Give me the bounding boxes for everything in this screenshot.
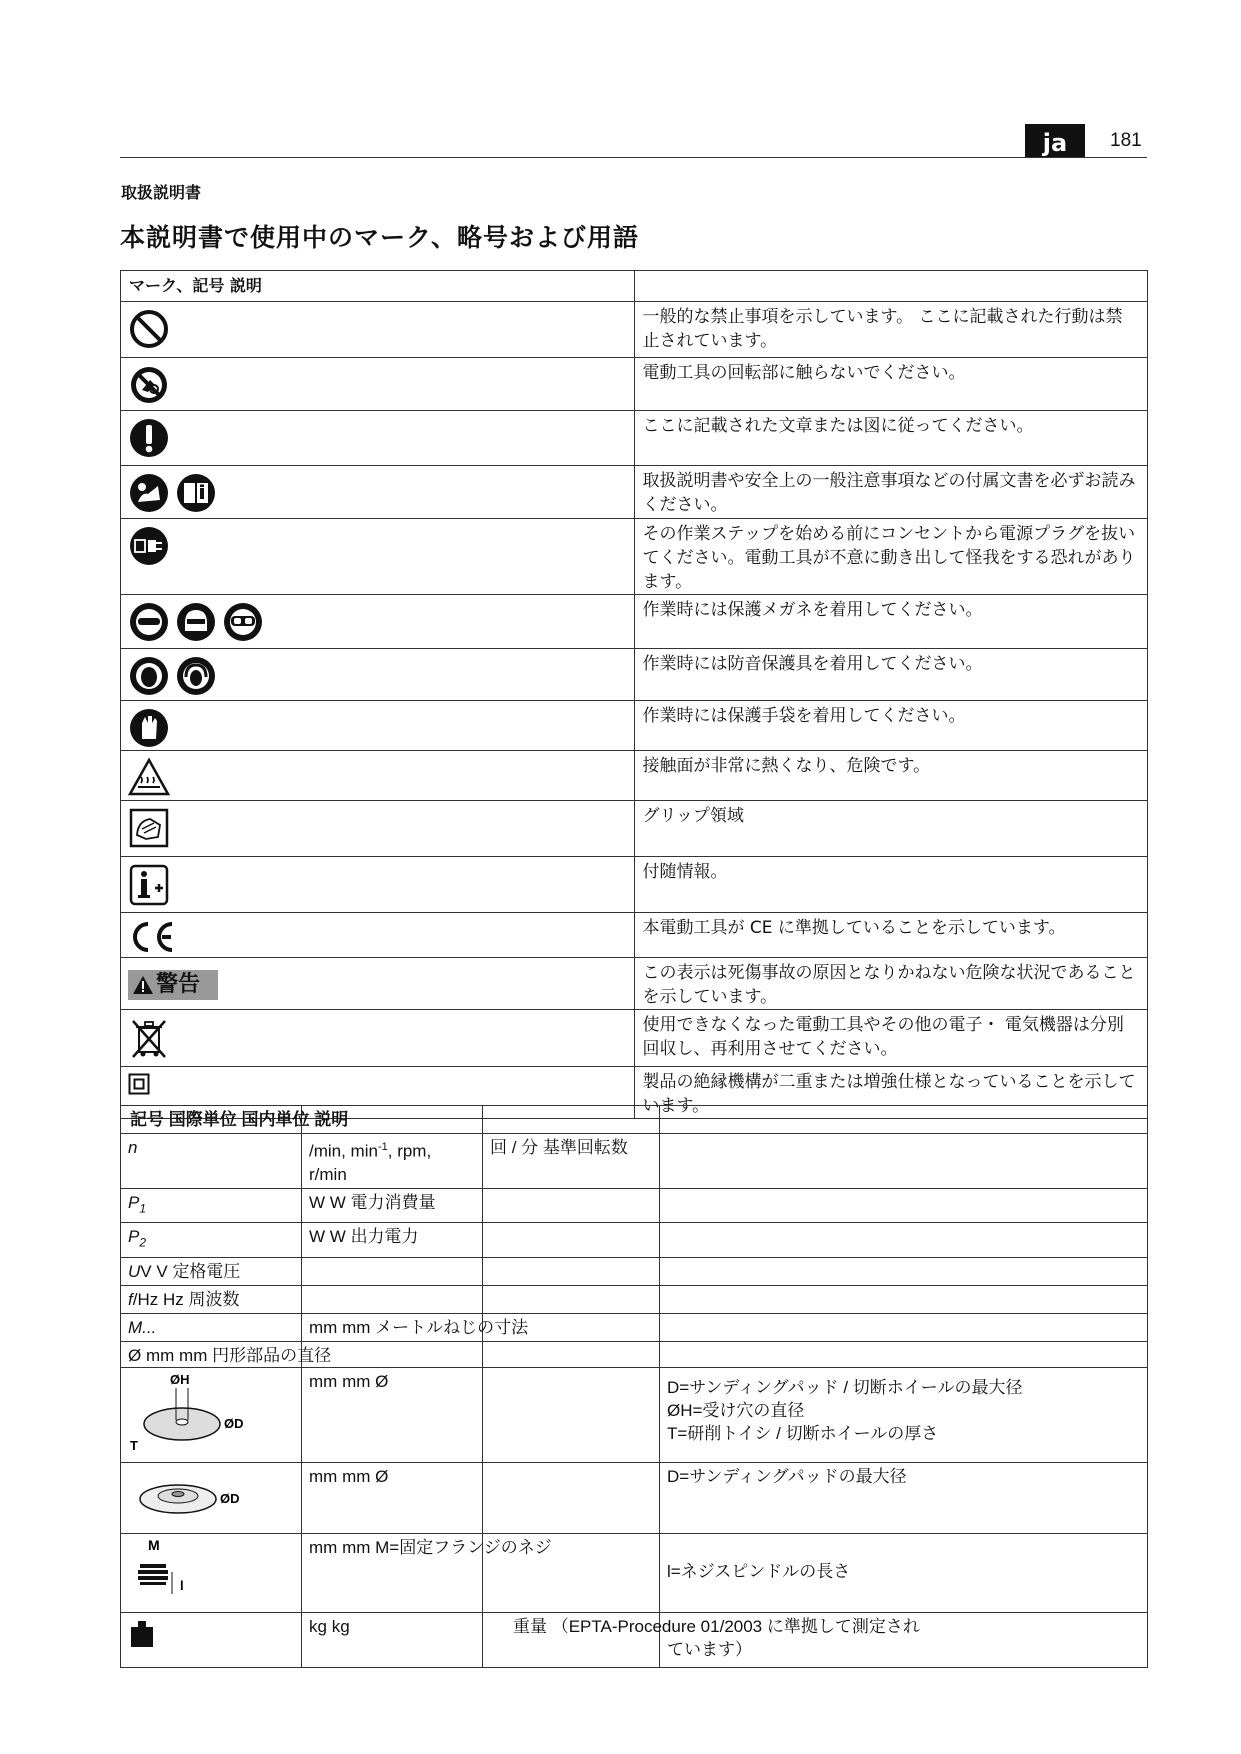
grip-area-icon	[128, 807, 170, 849]
table-row: kg kg 重量 （EPTA-Procedure 01/2003 に準拠して測定され ています）	[121, 1612, 1148, 1667]
mark-description: 接触面が非常に熱くなり、危険です。	[634, 751, 1148, 801]
book-icon	[175, 472, 217, 514]
table-row	[121, 411, 1148, 466]
mark-description: 本電動工具が CE に準拠していることを示しています。	[634, 913, 1148, 958]
double-insulation-icon	[128, 1073, 150, 1095]
page-title: 本説明書で使用中のマーク、略号および用語	[120, 223, 640, 252]
prohibition-icon	[128, 308, 170, 350]
icon-label-od: ØD	[220, 1490, 240, 1506]
header-rule	[120, 157, 1147, 158]
mark-description: 作業時には防音保護具を着用してください。	[634, 649, 1148, 701]
mark-description: 作業時には保護手袋を着用してください。	[634, 701, 1148, 751]
units-table-header-row	[121, 1106, 1148, 1134]
table-row	[121, 701, 1148, 751]
mandatory-exclamation-icon	[128, 417, 170, 459]
page-number: 181	[1110, 130, 1142, 151]
table-row	[121, 1462, 1148, 1533]
table-row	[121, 595, 1148, 649]
marks-table	[120, 270, 1148, 1119]
mark-description: 作業時には保護メガネを着用してください。	[634, 595, 1148, 649]
table-row	[121, 358, 1148, 411]
goggles-icon	[222, 601, 264, 643]
icon-label-oh: ØH	[170, 1371, 190, 1387]
unit-description: D=サンディングパッドの最大径	[660, 1462, 1148, 1533]
mark-description: 製品の絶縁機構が二重または増強仕様となっていることを示しています。	[634, 1067, 1148, 1119]
table-row	[121, 1134, 1148, 1189]
warning-label-text: 警告	[156, 972, 201, 997]
language-badge	[1025, 124, 1085, 157]
mark-description: 取扱説明書や安全上の一般注意事項などの付属文書を必ずお読みください。	[634, 466, 1148, 519]
weight-icon	[128, 1615, 158, 1651]
read-manual-icon	[128, 472, 170, 514]
icon-label-od: ØD	[224, 1415, 244, 1431]
info-icon	[128, 863, 170, 907]
mark-description: この表示は死傷事故の原因となりかねない危険な状況であることを示しています。	[634, 958, 1148, 1010]
table-row: M... mm mm メートルねじの寸法	[121, 1313, 1148, 1341]
table-row	[121, 801, 1148, 857]
warning-triangle-icon	[132, 975, 154, 995]
unit-symbol: UV V 定格電圧	[121, 1257, 302, 1285]
unit-description: l=ネジスピンドルの長さ	[660, 1533, 1148, 1612]
gloves-icon	[128, 707, 170, 749]
table-row: $P_1$ W W 電力消費量	[121, 1189, 1148, 1223]
table-row	[121, 519, 1148, 595]
icon-label-m: M	[148, 1536, 160, 1553]
table-row	[121, 649, 1148, 701]
spindle-thread-icon	[128, 1536, 198, 1604]
table-row	[121, 1341, 1148, 1367]
table-row	[121, 302, 1148, 358]
no-touch-rotating-icon	[128, 364, 170, 406]
mark-description: 電動工具の回転部に触らないでください。	[634, 358, 1148, 411]
unit-symbol: $P_1$	[121, 1189, 302, 1223]
unit-description: ています）	[660, 1612, 1148, 1667]
table-row	[121, 1285, 1148, 1313]
table-row	[121, 751, 1148, 801]
ear-protection-icon	[128, 655, 170, 697]
mark-description: 使用できなくなった電動工具やその他の電子・ 電気機器は分別回収し、再利用させてください。	[634, 1010, 1148, 1067]
mark-description: ここに記載された文章または図に従ってください。	[634, 411, 1148, 466]
table-row	[121, 1010, 1148, 1067]
table-row	[121, 1367, 1148, 1462]
mark-description: 一般的な禁止事項を示しています。 ここに記載された行動は禁止されています。	[634, 302, 1148, 358]
unit-symbol: M...	[121, 1313, 302, 1341]
ce-mark-icon	[128, 919, 176, 955]
unit-symbol: $P_2$	[121, 1223, 302, 1257]
earmuff-icon	[175, 655, 217, 697]
marks-table-header-empty	[634, 271, 1148, 302]
unit-si: mm mm Ø	[302, 1462, 483, 1533]
unit-si: /min, $\min^{-1}$, rpm, r/min	[302, 1134, 483, 1189]
document-type: 取扱説明書	[121, 183, 202, 202]
mark-description: グリップ領域	[634, 801, 1148, 857]
unit-description: D=サンディングパッド / 切断ホイールの最大径 ØH=受け穴の直径 T=研削トイシ / 切断ホイールの厚さ	[660, 1367, 1148, 1462]
eye-protection-icon	[128, 601, 170, 643]
table-row	[121, 466, 1148, 519]
unit-si: mm mm Ø	[302, 1367, 483, 1462]
table-row	[121, 913, 1148, 958]
table-row: $P_2$ W W 出力電力	[121, 1223, 1148, 1257]
unit-national: 回 / 分 基準回転数	[483, 1134, 660, 1189]
marks-table-header: マーク、記号 説明	[121, 271, 635, 302]
units-table	[120, 1105, 1148, 1668]
language-code: ja	[1042, 129, 1068, 157]
header-symbol: 記号 国際単位 国内単位 説明	[130, 1110, 349, 1129]
unit-symbol: n	[121, 1134, 302, 1189]
sanding-pad-icon	[128, 1465, 248, 1525]
unplug-icon	[128, 525, 170, 567]
icon-label-l: l	[180, 1577, 184, 1593]
table-row	[121, 1257, 1148, 1285]
warning-label-icon	[128, 970, 218, 1000]
mark-description: 付随情報。	[634, 857, 1148, 913]
table-row	[121, 958, 1148, 1010]
unit-symbol: Ø mm mm 円形部品の直径	[121, 1341, 302, 1367]
unit-symbol: f/Hz Hz 周波数	[121, 1285, 302, 1313]
icon-label-t: T	[130, 1437, 138, 1453]
unit-si: kg kg	[302, 1612, 483, 1667]
table-row: M l mm mm M=固定フランジのネジ l=ネジスピンドルの長さ	[121, 1533, 1148, 1612]
face-shield-icon	[175, 601, 217, 643]
mark-description: その作業ステップを始める前にコンセントから電源プラグを抜いてください。電動工具が不意に動き出して怪我をする恐れがあります。	[634, 519, 1148, 595]
marks-table-header-row	[121, 271, 1148, 302]
hot-surface-icon	[128, 757, 170, 797]
weee-bin-icon	[128, 1016, 170, 1060]
disc-dimensions-icon	[128, 1370, 248, 1454]
table-row	[121, 857, 1148, 913]
